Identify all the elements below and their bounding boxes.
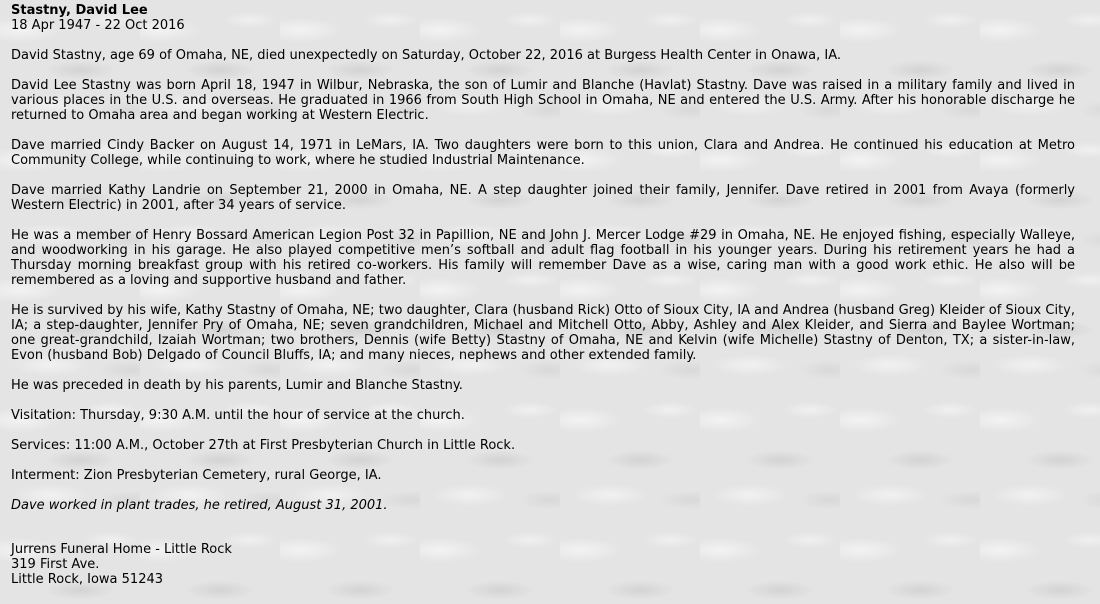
paragraph-early-life: David Lee Stastny was born April 18, 1947 in Wilbur, Nebraska, the son of Lumir and Blanche (Havlat) Stastny. Dave was raised in a military family and lived in various places in the U.S. and overseas. He graduated in 1966 from South High School in Omaha, NE and entered the U.S. Army. After his honorable discharge he returned to Omaha area and began working at Western Electric. <box>11 78 1075 123</box>
paragraph-preceded: He was preceded in death by his parents, Lumir and Blanche Stastny. <box>11 378 463 393</box>
paragraph-interment: Interment: Zion Presbyterian Cemetery, rural George, IA. <box>11 468 382 483</box>
funeral-home-address <box>11 542 1075 587</box>
obituary-page <box>11 3 1075 587</box>
funeral-home-city: Little Rock, Iowa 51243 <box>11 572 164 587</box>
funeral-home-name: Jurrens Funeral Home - Little Rock <box>11 542 232 557</box>
paragraph-services: Services: 11:00 A.M., October 27th at First Presbyterian Church in Little Rock. <box>11 438 516 453</box>
life-dates: 18 Apr 1947 - 22 Oct 2016 <box>11 18 185 33</box>
paragraph-second-marriage: Dave married Kathy Landrie on September 21, 2000 in Omaha, NE. A step daughter joined their family, Jennifer. Dave retired in 2001 from Avaya (formerly Western Electric) in 2001, after 34 years of service. <box>11 183 1075 213</box>
funeral-home-street: 319 First Ave. <box>11 557 100 572</box>
obituary-name: Stastny, David Lee <box>11 3 148 18</box>
italic-note: Dave worked in plant trades, he retired, August 31, 2001. <box>11 498 388 513</box>
paragraph-first-marriage: Dave married Cindy Backer on August 14, 1971 in LeMars, IA. Two daughters were born to this union, Clara and Andrea. He continued his education at Metro Community College, while continuing to work, where he studied Industrial Maintenance. <box>11 138 1075 168</box>
paragraph-survivors: He is survived by his wife, Kathy Stastny of Omaha, NE; two daughter, Clara (husband Rick) Otto of Sioux City, IA and Andrea (husband Greg) Kleider of Sioux City, IA; a step-daughter, Jennifer Pry of Omaha, NE; seven grandchildren, Michael and Mitchell Otto, Abby, Ashley and Alex Kleider, and Sierra and Baylee Wortman; one great-grandchild, Izaiah Wortman; two brothers, Dennis (wife Betty) Stastny of Omaha, NE and Kelvin (wife Michelle) Stastny of Denton, TX; a sister-in-law, Evon (husband Bob) Delgado of Council Bluffs, IA; and many nieces, nephews and other extended family. <box>11 303 1075 363</box>
paragraph-death-notice: David Stastny, age 69 of Omaha, NE, died unexpectedly on Saturday, October 22, 2016 at Burgess Health Center in Onawa, IA. <box>11 48 842 63</box>
paragraph-visitation: Visitation: Thursday, 9:30 A.M. until the hour of service at the church. <box>11 408 465 423</box>
paragraph-memberships: He was a member of Henry Bossard American Legion Post 32 in Papillion, NE and John J. Mercer Lodge #29 in Omaha, NE. He enjoyed fishing, especially Walleye, and woodworking in his garage. He also played competitive men’s softball and adult flag football in his younger years. During his retirement years he had a Thursday morning breakfast group with his retired co-workers. His family will remember Dave as a wise, caring man with a good work ethic. He also will be remembered as a loving and supportive husband and father. <box>11 228 1075 288</box>
